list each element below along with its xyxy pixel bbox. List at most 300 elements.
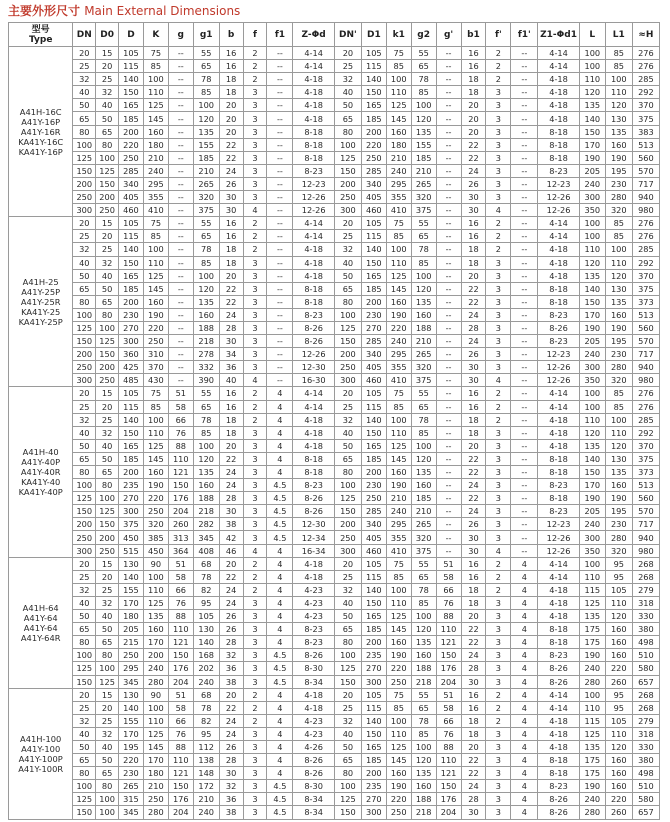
table-cell: -- [511,191,538,204]
table-cell: 20 [461,740,486,753]
table-cell: 8-26 [293,754,335,767]
model-type-label: A41Y-100R [18,763,64,774]
table-cell: 125 [143,99,168,112]
table-cell: 980 [632,374,659,387]
table-cell: 330 [632,610,659,623]
table-cell: 12-23 [538,348,580,361]
table-cell: 250 [73,191,96,204]
table-cell: 120 [579,86,605,99]
table-cell: 3 [486,99,511,112]
model-type-label: A41H-25 [22,276,59,287]
table-cell: 345 [193,531,219,544]
table-cell: 28 [461,321,486,334]
table-cell: 235 [119,479,144,492]
table-cell: 125 [73,151,96,164]
table-cell: 20 [461,112,486,125]
table-cell: 20 [461,125,486,138]
table-cell: 110 [579,701,605,714]
table-cell: -- [168,112,193,125]
table-cell: 220 [143,492,168,505]
table-cell: 285 [632,73,659,86]
table-cell: 66 [436,714,461,727]
table-cell: 85 [605,230,632,243]
table-cell: 24 [219,466,243,479]
table-cell: 498 [632,636,659,649]
table-cell: 3 [243,164,267,177]
table-cell: 121 [168,466,193,479]
table-cell: 210 [143,151,168,164]
table-cell: -- [267,282,293,295]
table-cell: 100 [334,780,361,793]
table-cell: 300 [73,544,96,557]
column-header: b [219,23,243,47]
table-cell: 100 [605,73,632,86]
table-cell: 190 [579,151,605,164]
table-cell: 22 [219,452,243,465]
table-cell: -- [168,60,193,73]
table-cell: 32 [73,73,96,86]
table-cell: 285 [119,164,144,177]
table-cell: 135 [605,466,632,479]
table-cell: 279 [632,583,659,596]
table-cell: 120 [605,269,632,282]
table-cell: -- [436,151,461,164]
table-row [9,99,660,112]
table-cell: 20 [219,99,243,112]
table-cell: 160 [605,636,632,649]
table-cell: 560 [632,321,659,334]
table-cell: 22 [461,636,486,649]
table-cell: 3 [243,780,267,793]
table-cell: 176 [436,662,461,675]
table-cell: 150 [334,335,361,348]
table-cell: 190 [605,321,632,334]
table-cell: 26 [219,177,243,190]
table-cell: 8-18 [293,452,335,465]
table-cell: 300 [361,806,386,819]
table-cell: 350 [579,204,605,217]
table-cell: 120 [411,623,436,636]
table-cell: 430 [143,374,168,387]
table-row [9,60,660,73]
table-cell: -- [267,177,293,190]
table-cell: 280 [579,806,605,819]
table-cell: 20 [461,439,486,452]
table-cell: 120 [605,439,632,452]
table-cell: 24 [461,335,486,348]
table-cell: 8-23 [293,623,335,636]
table-cell: 210 [411,335,436,348]
table-cell: 210 [411,505,436,518]
table-cell: -- [436,387,461,400]
table-cell: 300 [579,531,605,544]
table-cell: 364 [168,544,193,557]
model-type-label: A41Y-64 [23,622,58,633]
table-cell: 100 [411,269,436,282]
table-cell: 235 [361,780,386,793]
table-cell: 140 [119,73,144,86]
table-cell: 121 [436,767,461,780]
table-cell: 160 [605,754,632,767]
table-cell: 383 [632,125,659,138]
table-cell: 40 [73,727,96,740]
table-cell: 40 [96,740,119,753]
table-cell: 8-23 [538,780,580,793]
table-cell: 32 [96,596,119,609]
model-type-label: A41H-16C [19,106,62,117]
table-cell: 3 [243,479,267,492]
table-cell: 320 [605,374,632,387]
table-cell: 145 [386,623,411,636]
table-cell: 105 [605,583,632,596]
table-cell: 150 [96,177,119,190]
table-cell: -- [267,256,293,269]
table-cell: 340 [361,177,386,190]
table-cell: -- [267,112,293,125]
table-cell: 4 [267,466,293,479]
table-cell: 20 [461,99,486,112]
table-cell: 278 [193,348,219,361]
table-cell: -- [511,112,538,125]
table-cell: 25 [73,701,96,714]
table-cell: 3 [243,492,267,505]
table-cell: 160 [411,308,436,321]
table-cell: 8-23 [538,505,580,518]
table-cell: 3 [243,623,267,636]
table-cell: 190 [605,151,632,164]
table-row [9,282,660,295]
table-cell: 22 [461,452,486,465]
table-cell: 200 [96,191,119,204]
table-cell: 20 [334,47,361,60]
table-cell: 80 [96,479,119,492]
table-cell: 65 [193,230,219,243]
table-cell: 20 [96,400,119,413]
table-cell: 150 [73,164,96,177]
table-cell: 22 [461,282,486,295]
table-cell: -- [511,60,538,73]
table-cell: 405 [361,191,386,204]
column-header: g2 [411,23,436,47]
table-cell: 160 [386,767,411,780]
table-cell: 210 [193,164,219,177]
table-cell: 20 [334,688,361,701]
table-cell: 235 [361,649,386,662]
table-cell: 282 [193,518,219,531]
table-cell: 160 [193,308,219,321]
table-cell: 58 [436,570,461,583]
table-cell: -- [436,439,461,452]
table-cell: 8-18 [293,138,335,151]
table-cell: 32 [334,714,361,727]
table-cell: 125 [579,596,605,609]
table-cell: 170 [579,138,605,151]
table-cell: 65 [73,112,96,125]
table-cell: 100 [143,413,168,426]
table-cell: 20 [219,439,243,452]
table-cell: 65 [334,282,361,295]
table-cell: 16 [461,570,486,583]
table-cell: -- [511,204,538,217]
table-cell: 375 [193,204,219,217]
table-cell: 190 [143,308,168,321]
table-cell: 140 [579,282,605,295]
table-cell: -- [436,544,461,557]
table-cell: 22 [219,701,243,714]
table-cell: 115 [579,714,605,727]
table-cell: 3 [486,727,511,740]
table-cell: 16 [461,387,486,400]
table-cell: 2 [243,688,267,701]
table-cell: 18 [219,243,243,256]
table-cell: 460 [119,204,144,217]
table-cell: 100 [411,439,436,452]
table-cell: 4 [511,793,538,806]
table-cell: 22 [219,295,243,308]
table-cell: -- [436,531,461,544]
table-cell: 260 [605,806,632,819]
table-cell: 65 [96,466,119,479]
table-cell: 215 [119,636,144,649]
table-cell: 110 [605,86,632,99]
table-cell: 12-23 [293,177,335,190]
table-cell: 115 [361,60,386,73]
table-cell: 717 [632,348,659,361]
table-cell: 200 [361,125,386,138]
table-cell: 100 [96,662,119,675]
table-cell: -- [436,73,461,86]
table-cell: 160 [386,125,411,138]
table-cell: 4-26 [293,740,335,753]
model-type-label: KA41Y-25P [18,316,63,327]
header-type [9,23,73,47]
table-cell: 170 [579,479,605,492]
table-cell: 110 [143,426,168,439]
table-cell: 250 [143,793,168,806]
table-cell: 115 [119,230,144,243]
table-cell: 85 [411,596,436,609]
table-row [9,439,660,452]
table-cell: 188 [193,492,219,505]
table-row [9,413,660,426]
table-cell: 50 [96,754,119,767]
table-cell: 25 [334,701,361,714]
table-cell: 230 [605,177,632,190]
table-cell: 120 [193,282,219,295]
table-cell: 65 [73,282,96,295]
table-cell: -- [267,217,293,230]
table-cell: 180 [386,138,411,151]
table-row [9,505,660,518]
table-row [9,112,660,125]
table-cell: 8-18 [293,295,335,308]
table-cell: 32 [73,714,96,727]
dimensions-table [8,22,660,820]
table-cell: 250 [96,374,119,387]
table-cell: 240 [579,793,605,806]
table-cell: 580 [632,793,659,806]
table-cell: 28 [219,754,243,767]
table-cell: 220 [386,793,411,806]
table-cell: 15 [96,557,119,570]
table-cell: 4-18 [538,413,580,426]
table-cell: 3 [243,636,267,649]
table-cell: -- [436,138,461,151]
column-header: g1 [193,23,219,47]
table-cell: -- [168,282,193,295]
table-cell: 110 [386,596,411,609]
table-cell: -- [436,230,461,243]
table-cell: -- [436,164,461,177]
table-cell: 18 [219,73,243,86]
table-cell: -- [267,204,293,217]
table-cell: 80 [73,636,96,649]
table-cell: 160 [411,649,436,662]
table-cell: 125 [73,662,96,675]
model-type-label: KA41Y-16P [18,146,63,157]
table-cell: 300 [334,374,361,387]
table-cell: 85 [386,570,411,583]
table-cell: 4 [267,623,293,636]
header-type-en: Type [28,34,53,45]
table-cell: 160 [605,479,632,492]
table-cell: 4-18 [293,557,335,570]
table-cell: 276 [632,400,659,413]
table-cell: 130 [605,112,632,125]
table-cell: 68 [193,557,219,570]
table-cell: 2 [486,60,511,73]
table-cell: 28 [461,662,486,675]
table-cell: -- [511,374,538,387]
table-cell: 12-26 [538,531,580,544]
table-cell: 18 [461,727,486,740]
table-cell: 4 [267,610,293,623]
table-cell: 100 [579,400,605,413]
table-cell: 80 [334,767,361,780]
table-cell: -- [267,230,293,243]
model-type-label: A41Y-40R [20,467,61,478]
table-cell: 100 [143,73,168,86]
table-cell: 78 [193,413,219,426]
table-cell: 100 [73,780,96,793]
table-cell: 22 [461,623,486,636]
table-cell: 65 [193,400,219,413]
table-cell: 3 [486,518,511,531]
table-cell: -- [511,439,538,452]
table-cell: 200 [119,295,144,308]
table-cell: 240 [386,164,411,177]
table-cell: 270 [361,793,386,806]
table-cell: 20 [219,688,243,701]
table-cell: 40 [334,596,361,609]
table-cell: 2 [243,413,267,426]
table-cell: 125 [334,662,361,675]
table-cell: 276 [632,60,659,73]
column-header: DN' [334,23,361,47]
table-cell: 25 [96,714,119,727]
table-cell: 120 [411,282,436,295]
table-cell: 20 [96,60,119,73]
table-cell: 4-23 [293,610,335,623]
table-cell: -- [168,361,193,374]
table-cell: -- [436,348,461,361]
table-cell: 100 [73,138,96,151]
table-cell: 205 [119,623,144,636]
table-cell: 125 [386,610,411,623]
table-cell: 12-26 [293,204,335,217]
table-cell: 20 [73,387,96,400]
table-cell: 110 [143,86,168,99]
table-cell: 8-18 [538,151,580,164]
dimensions-table-wrapper [8,22,660,820]
column-header: Z1-Φd1 [538,23,580,47]
model-type-label: KA41Y-40P [18,487,63,498]
table-cell: 175 [579,636,605,649]
table-cell: 95 [605,701,632,714]
table-cell: 380 [632,623,659,636]
column-header: f' [486,23,511,47]
table-cell: 8-23 [538,335,580,348]
table-cell: 16 [219,400,243,413]
table-cell: 4-14 [293,60,335,73]
table-cell: 20 [334,387,361,400]
table-cell: 3 [486,361,511,374]
table-cell: -- [436,518,461,531]
table-cell: 268 [632,701,659,714]
table-row [9,727,660,740]
table-cell: 4-18 [538,740,580,753]
model-type-cell [9,688,73,819]
table-cell: 30 [461,191,486,204]
table-cell: 195 [605,335,632,348]
table-cell: 105 [119,47,144,60]
table-cell: 250 [143,505,168,518]
table-cell: 2 [486,47,511,60]
table-cell: 32 [96,256,119,269]
table-cell: 78 [193,701,219,714]
table-cell: 165 [119,439,144,452]
table-cell: 4 [267,754,293,767]
table-cell: 50 [73,99,96,112]
table-row [9,138,660,151]
table-cell: 140 [119,243,144,256]
table-cell: -- [267,138,293,151]
table-cell: 18 [461,596,486,609]
table-cell: 24 [461,649,486,662]
table-cell: 3 [486,479,511,492]
table-cell: 300 [73,374,96,387]
table-cell: 175 [579,623,605,636]
table-cell: 410 [386,374,411,387]
table-cell: 8-18 [538,295,580,308]
table-cell: 88 [168,740,193,753]
table-cell: 150 [436,780,461,793]
table-cell: 120 [579,256,605,269]
table-cell: 150 [96,348,119,361]
table-cell: 24 [219,727,243,740]
table-cell: 85 [193,86,219,99]
table-cell: -- [511,335,538,348]
table-cell: 50 [334,740,361,753]
table-cell: 65 [334,452,361,465]
table-cell: 3 [486,806,511,819]
table-cell: 85 [605,387,632,400]
table-cell: 125 [96,675,119,688]
table-cell: 240 [386,335,411,348]
table-cell: 50 [334,439,361,452]
table-cell: 85 [605,60,632,73]
table-cell: 20 [73,217,96,230]
